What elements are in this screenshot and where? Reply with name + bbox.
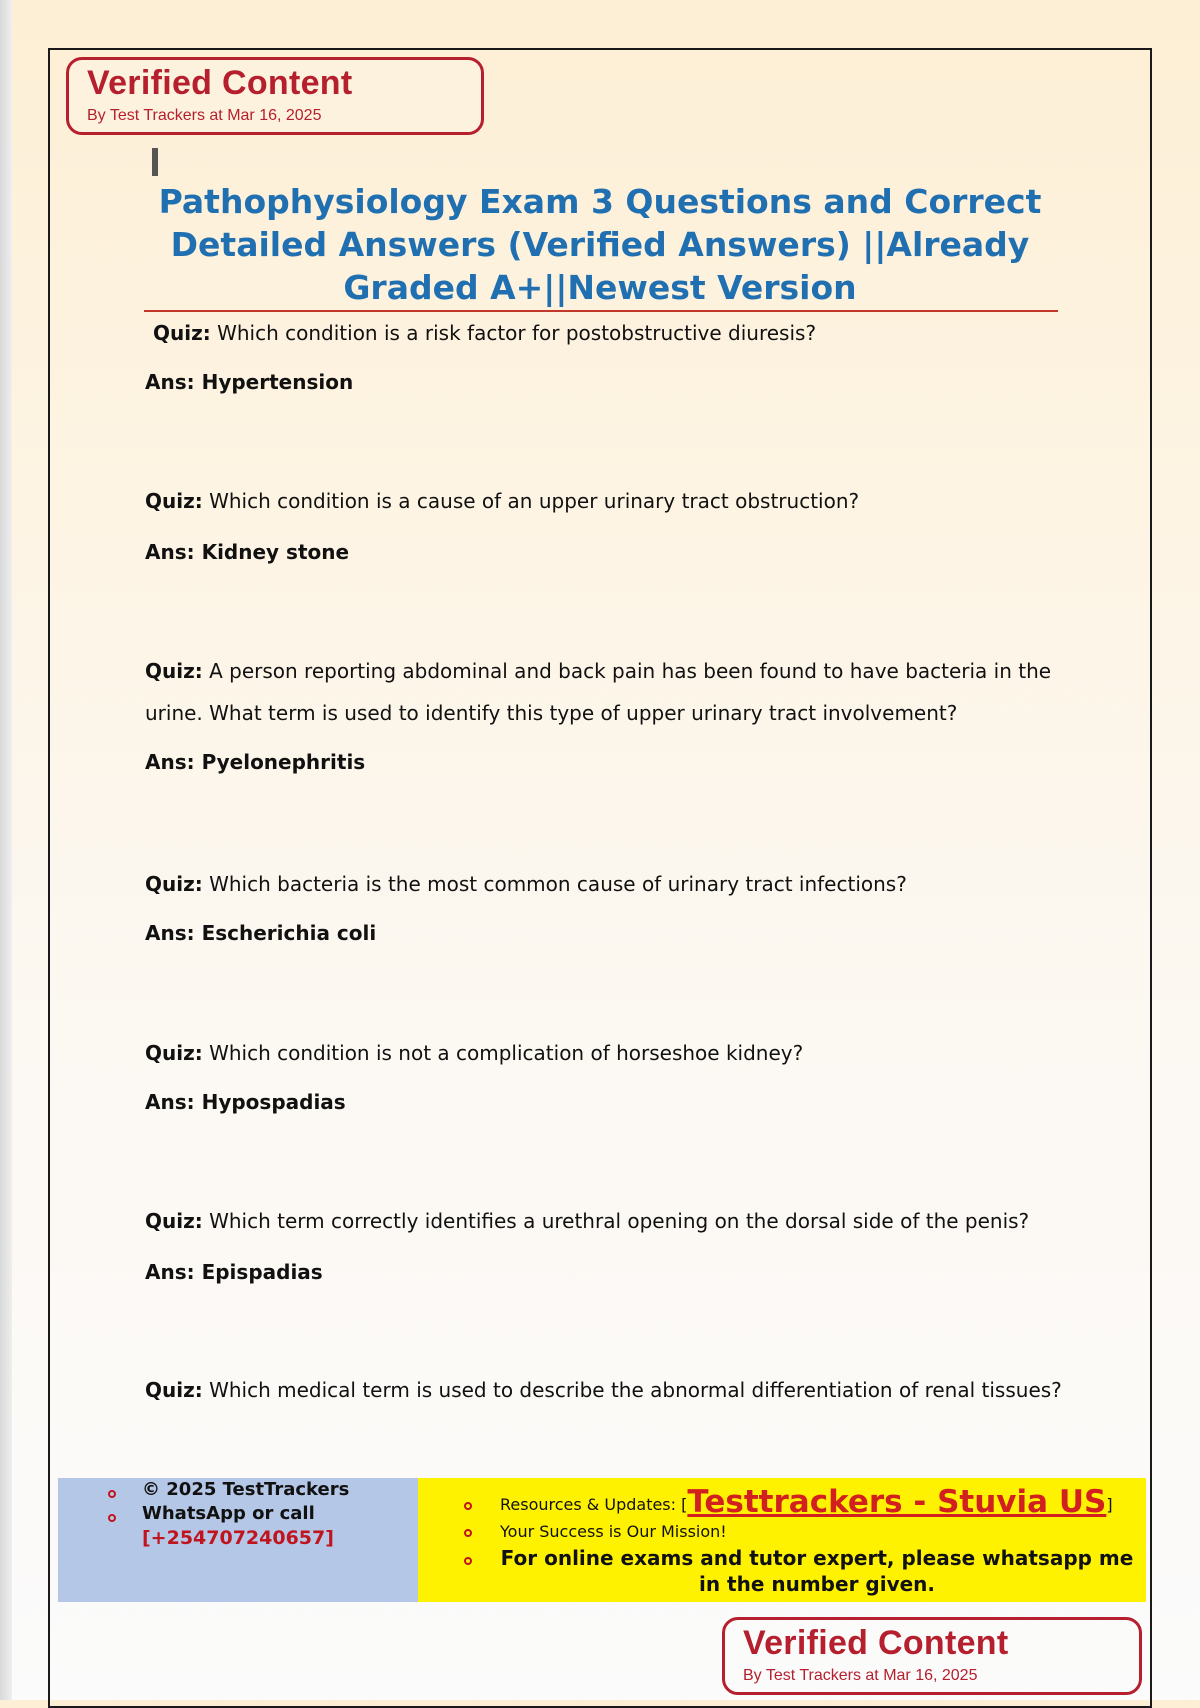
question bbox=[145, 1032, 1065, 1074]
qa-item bbox=[145, 312, 1065, 394]
answer: Ans: Epispadias bbox=[145, 1260, 323, 1284]
qa-item bbox=[145, 1200, 1065, 1284]
question bbox=[145, 863, 1065, 905]
quiz-label: Quiz: bbox=[145, 659, 203, 683]
qa-item bbox=[145, 1032, 1065, 1114]
resources-close: ] bbox=[1106, 1495, 1113, 1514]
qa-item bbox=[145, 650, 1065, 774]
answer: Ans: Pyelonephritis bbox=[145, 750, 366, 774]
resources-label: Resources & Updates: [ bbox=[500, 1495, 688, 1514]
store-link[interactable]: Testtrackers - Stuvia US bbox=[687, 1484, 1107, 1520]
bullet-icon bbox=[108, 1490, 116, 1498]
answer: Ans: Kidney stone bbox=[145, 540, 350, 564]
question-text: Which condition is a cause of an upper urinary tract obstruction? bbox=[209, 489, 860, 513]
qa-item bbox=[145, 1369, 1065, 1411]
bullet-icon bbox=[464, 1557, 472, 1565]
contact-label: WhatsApp or call bbox=[142, 1503, 315, 1524]
document-title: Pathophysiology Exam 3 Questions and Correct Detailed Answers (Verified Answers) ||Already Graded A+||Newest Version bbox=[158, 182, 1042, 307]
whatsapp-note: For online exams and tutor expert, please whatsapp me in the number given. bbox=[500, 1546, 1134, 1596]
stamp-title: Verified Content bbox=[87, 64, 353, 102]
stamp-title: Verified Content bbox=[743, 1624, 1009, 1662]
qa-item bbox=[145, 480, 1065, 564]
quiz-label: Quiz: bbox=[145, 872, 203, 896]
footer-resources-panel bbox=[418, 1478, 1146, 1602]
quiz-label: Quiz: bbox=[145, 1041, 203, 1065]
answer: Ans: Hypertension bbox=[145, 370, 354, 394]
stamp-subtitle: By Test Trackers at Mar 16, 2025 bbox=[87, 107, 322, 124]
viewer-edge bbox=[0, 0, 12, 1700]
question bbox=[145, 1369, 1065, 1411]
question bbox=[145, 650, 1065, 734]
bullet-icon bbox=[108, 1514, 116, 1522]
quiz-label: Quiz: bbox=[145, 489, 203, 513]
qa-item bbox=[145, 863, 1065, 945]
stamp-subtitle: By Test Trackers at Mar 16, 2025 bbox=[743, 1667, 978, 1684]
question-text: Which condition is a risk factor for postobstructive diuresis? bbox=[217, 321, 817, 345]
question-text: Which term correctly identifies a urethral opening on the dorsal side of the penis? bbox=[209, 1209, 1030, 1233]
resources-line bbox=[500, 1484, 1113, 1520]
answer: Ans: Escherichia coli bbox=[145, 921, 377, 945]
question bbox=[145, 1200, 1065, 1242]
question-text: A person reporting abdominal and back pain has been found to have bacteria in the urine. What term is used to identify this type of upper urinary tract involvement? bbox=[145, 659, 1052, 725]
copyright-text: © 2025 TestTrackers bbox=[142, 1479, 350, 1500]
question bbox=[145, 480, 1065, 522]
question bbox=[145, 312, 1065, 354]
answer: Ans: Hypospadias bbox=[145, 1090, 346, 1114]
mission-text: Your Success is Our Mission! bbox=[500, 1522, 727, 1541]
quiz-label: Quiz: bbox=[153, 321, 211, 345]
question-text: Which medical term is used to describe the abnormal differentiation of renal tissues? bbox=[209, 1378, 1062, 1402]
question-text: Which condition is not a complication of horseshoe kidney? bbox=[209, 1041, 804, 1065]
question-text: Which bacteria is the most common cause of urinary tract infections? bbox=[209, 872, 907, 896]
footer-contact-panel bbox=[58, 1478, 418, 1602]
text-cursor bbox=[152, 148, 158, 176]
quiz-label: Quiz: bbox=[145, 1209, 203, 1233]
bullet-icon bbox=[464, 1529, 472, 1537]
bullet-icon bbox=[464, 1502, 472, 1510]
verified-stamp-top bbox=[66, 57, 484, 135]
verified-stamp-bottom bbox=[722, 1617, 1142, 1695]
phone-number: [+254707240657] bbox=[142, 1527, 334, 1549]
quiz-label: Quiz: bbox=[145, 1378, 203, 1402]
